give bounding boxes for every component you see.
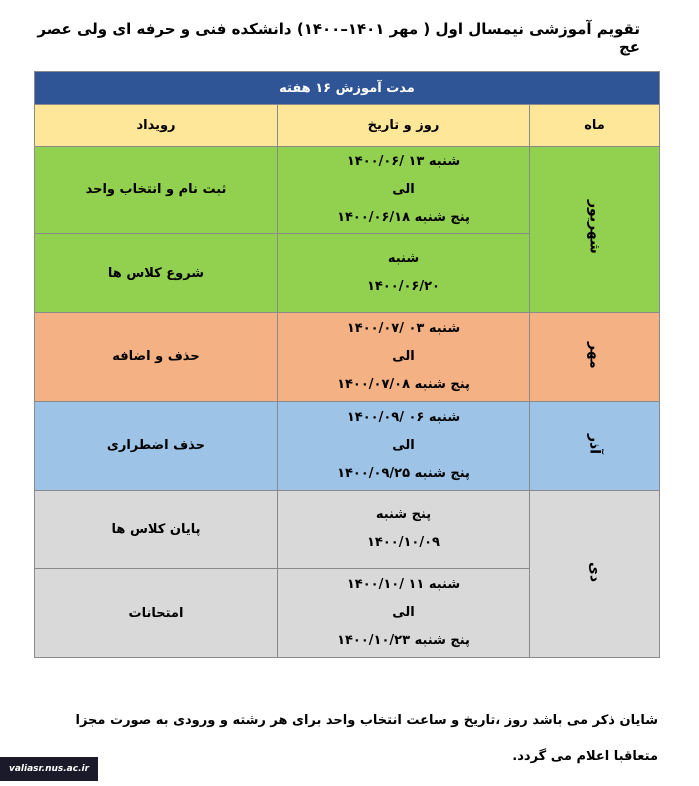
event-cell: حذف اضطراری [35, 401, 278, 490]
page-title: تقویم آموزشی نیمسال اول ( مهر ۱۴۰۱–۱۴۰۰) دانشکده فنی و حرفه ای ولی عصر عج [37, 20, 640, 56]
month-label: دی [586, 561, 603, 582]
duration-banner: مدت آموزش ۱۶ هفته [35, 72, 660, 105]
table-row [35, 313, 660, 402]
date-cell [278, 234, 530, 313]
table-header-row [35, 105, 660, 146]
date-cell [278, 146, 530, 234]
date-line: الی [392, 181, 415, 197]
date-line: پنج شنبه ۱۴۰۰/۰۹/۲۵ [337, 465, 470, 481]
date-line: شنبه ۰۶ /۱۴۰۰/۰۹ [346, 409, 461, 425]
table-row [35, 490, 660, 569]
date-line: پنج شنبه ۱۴۰۰/۱۰/۲۳ [337, 633, 470, 649]
date-cell [278, 490, 530, 569]
month-cell [530, 490, 660, 657]
date-line: شنبه ۱۳ /۱۴۰۰/۰۶ [346, 153, 461, 169]
date-line: الی [392, 605, 415, 621]
date-line: شنبه ۰۳ /۱۴۰۰/۰۷ [346, 320, 461, 336]
date-line: شنبه [387, 251, 420, 267]
header-month: ماه [530, 105, 660, 146]
date-cell [278, 313, 530, 402]
date-line: ۱۴۰۰/۱۰/۰۹ [367, 535, 440, 551]
header-event: رویداد [35, 105, 278, 146]
month-cell [530, 313, 660, 402]
date-line: شنبه ۱۱ /۱۴۰۰/۱۰ [346, 577, 461, 593]
date-cell [278, 401, 530, 490]
event-cell: ثبت نام و انتخاب واحد [35, 146, 278, 234]
table-row [35, 146, 660, 234]
event-cell: پایان کلاس ها [35, 490, 278, 569]
event-cell: حذف و اضافه [35, 313, 278, 402]
date-line: پنج شنبه ۱۴۰۰/۰۷/۰۸ [337, 376, 470, 392]
month-cell [530, 146, 660, 312]
academic-calendar-table [34, 71, 660, 658]
date-line: الی [392, 348, 415, 364]
date-line: ۱۴۰۰/۰۶/۲۰ [367, 279, 440, 295]
event-cell: شروع کلاس ها [35, 234, 278, 313]
month-label: شهریور [586, 200, 603, 255]
date-cell [278, 569, 530, 658]
date-line: پنج شنبه [375, 507, 432, 523]
month-label: مهر [586, 341, 603, 369]
header-date: روز و تاریخ [278, 105, 530, 146]
website-watermark[interactable]: valiasr.nus.ac.ir [0, 757, 98, 781]
footnote-text: شایان ذکر می باشد روز ،تاریخ و ساعت انتخاب واحد برای هر رشته و ورودی به صورت مجزا متعاقبا اعلام می گردد. [75, 713, 658, 764]
date-line: الی [392, 437, 415, 453]
month-cell [530, 401, 660, 490]
table-row [35, 401, 660, 490]
event-cell: امتحانات [35, 569, 278, 658]
table-banner-row [35, 72, 660, 105]
month-label: آذر [586, 433, 603, 454]
date-line: پنج شنبه ۱۴۰۰/۰۶/۱۸ [337, 209, 470, 225]
